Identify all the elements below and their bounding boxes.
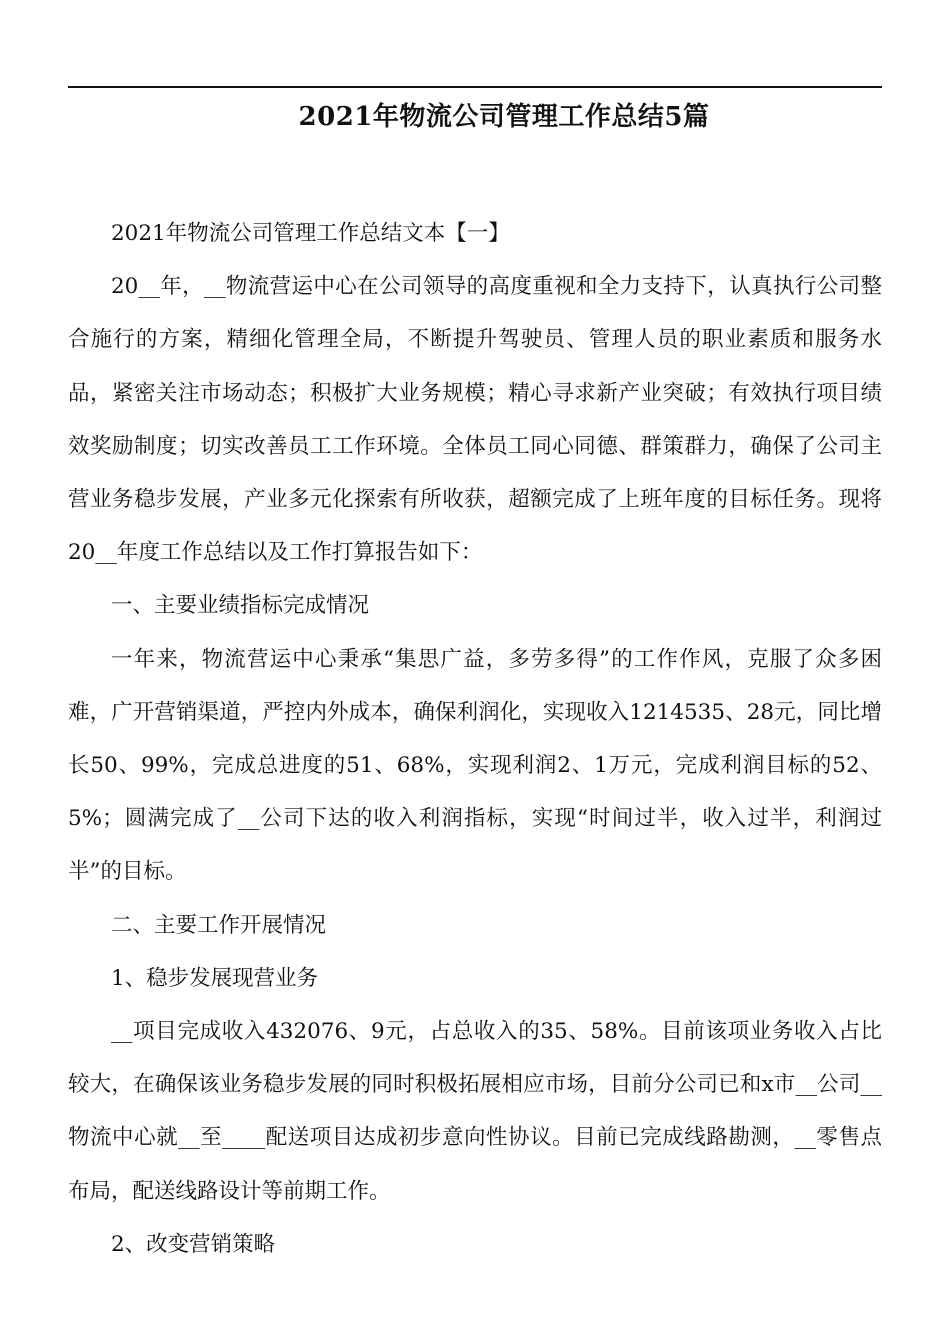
section-heading-performance: 一、主要业绩指标完成情况 bbox=[111, 593, 370, 619]
section-heading-text-one: 2021年物流公司管理工作总结文本【一】 bbox=[111, 221, 510, 246]
section-heading-work: 二、主要工作开展情况 bbox=[111, 912, 327, 938]
steady-business-paragraph: __项目完成收入432076、9元，占总收入的35、58%。目前该项业务收入占比较大，在确保该业务稳步发展的同时积极拓展相应市场，目前分公司已和x市__公司__物流中心就__至____配送项目达成初步意向性协议。目前已完成线路勘测，__零售点布局，配送线路设计等前期工作。 bbox=[68, 1019, 882, 1204]
subheading-marketing-strategy: 2、改变营销策略 bbox=[111, 1231, 276, 1257]
header-rule bbox=[68, 86, 882, 88]
document-title: 2021年物流公司管理工作总结5篇 bbox=[298, 102, 710, 132]
document-body bbox=[68, 207, 882, 1271]
subheading-steady-business: 1、稳步发展现营业务 bbox=[111, 965, 319, 991]
intro-paragraph: 20__年，__物流营运中心在公司领导的高度重视和全力支持下，认真执行公司整合施行的方案，精细化管理全局，不断提升驾驶员、管理人员的职业素质和服务水品，紧密关注市场动态；积极扩大业务规模；精心寻求新产业突破；有效执行项目绩效奖励制度；切实改善员工工作环境。全体员工同心同德、群策群力，确保了公司主营业务稳步发展，产业多元化探索有所收获，超额完成了上班年度的目标任务。现将20__年度工作总结以及工作打算报告如下： bbox=[68, 274, 882, 566]
performance-paragraph: 一年来，物流营运中心秉承“集思广益，多劳多得”的工作作风，克服了众多困难，广开营销渠道，严控内外成本，确保利润化，实现收入1214535、28元，同比增长50、99%，完成总进度的51、68%，实现利润2、1万元，完成利润目标的52、5%；圆满完成了__公司下达的收入利润指标，实现“时间过半，收入过半，利润过半”的目标。 bbox=[68, 646, 882, 885]
